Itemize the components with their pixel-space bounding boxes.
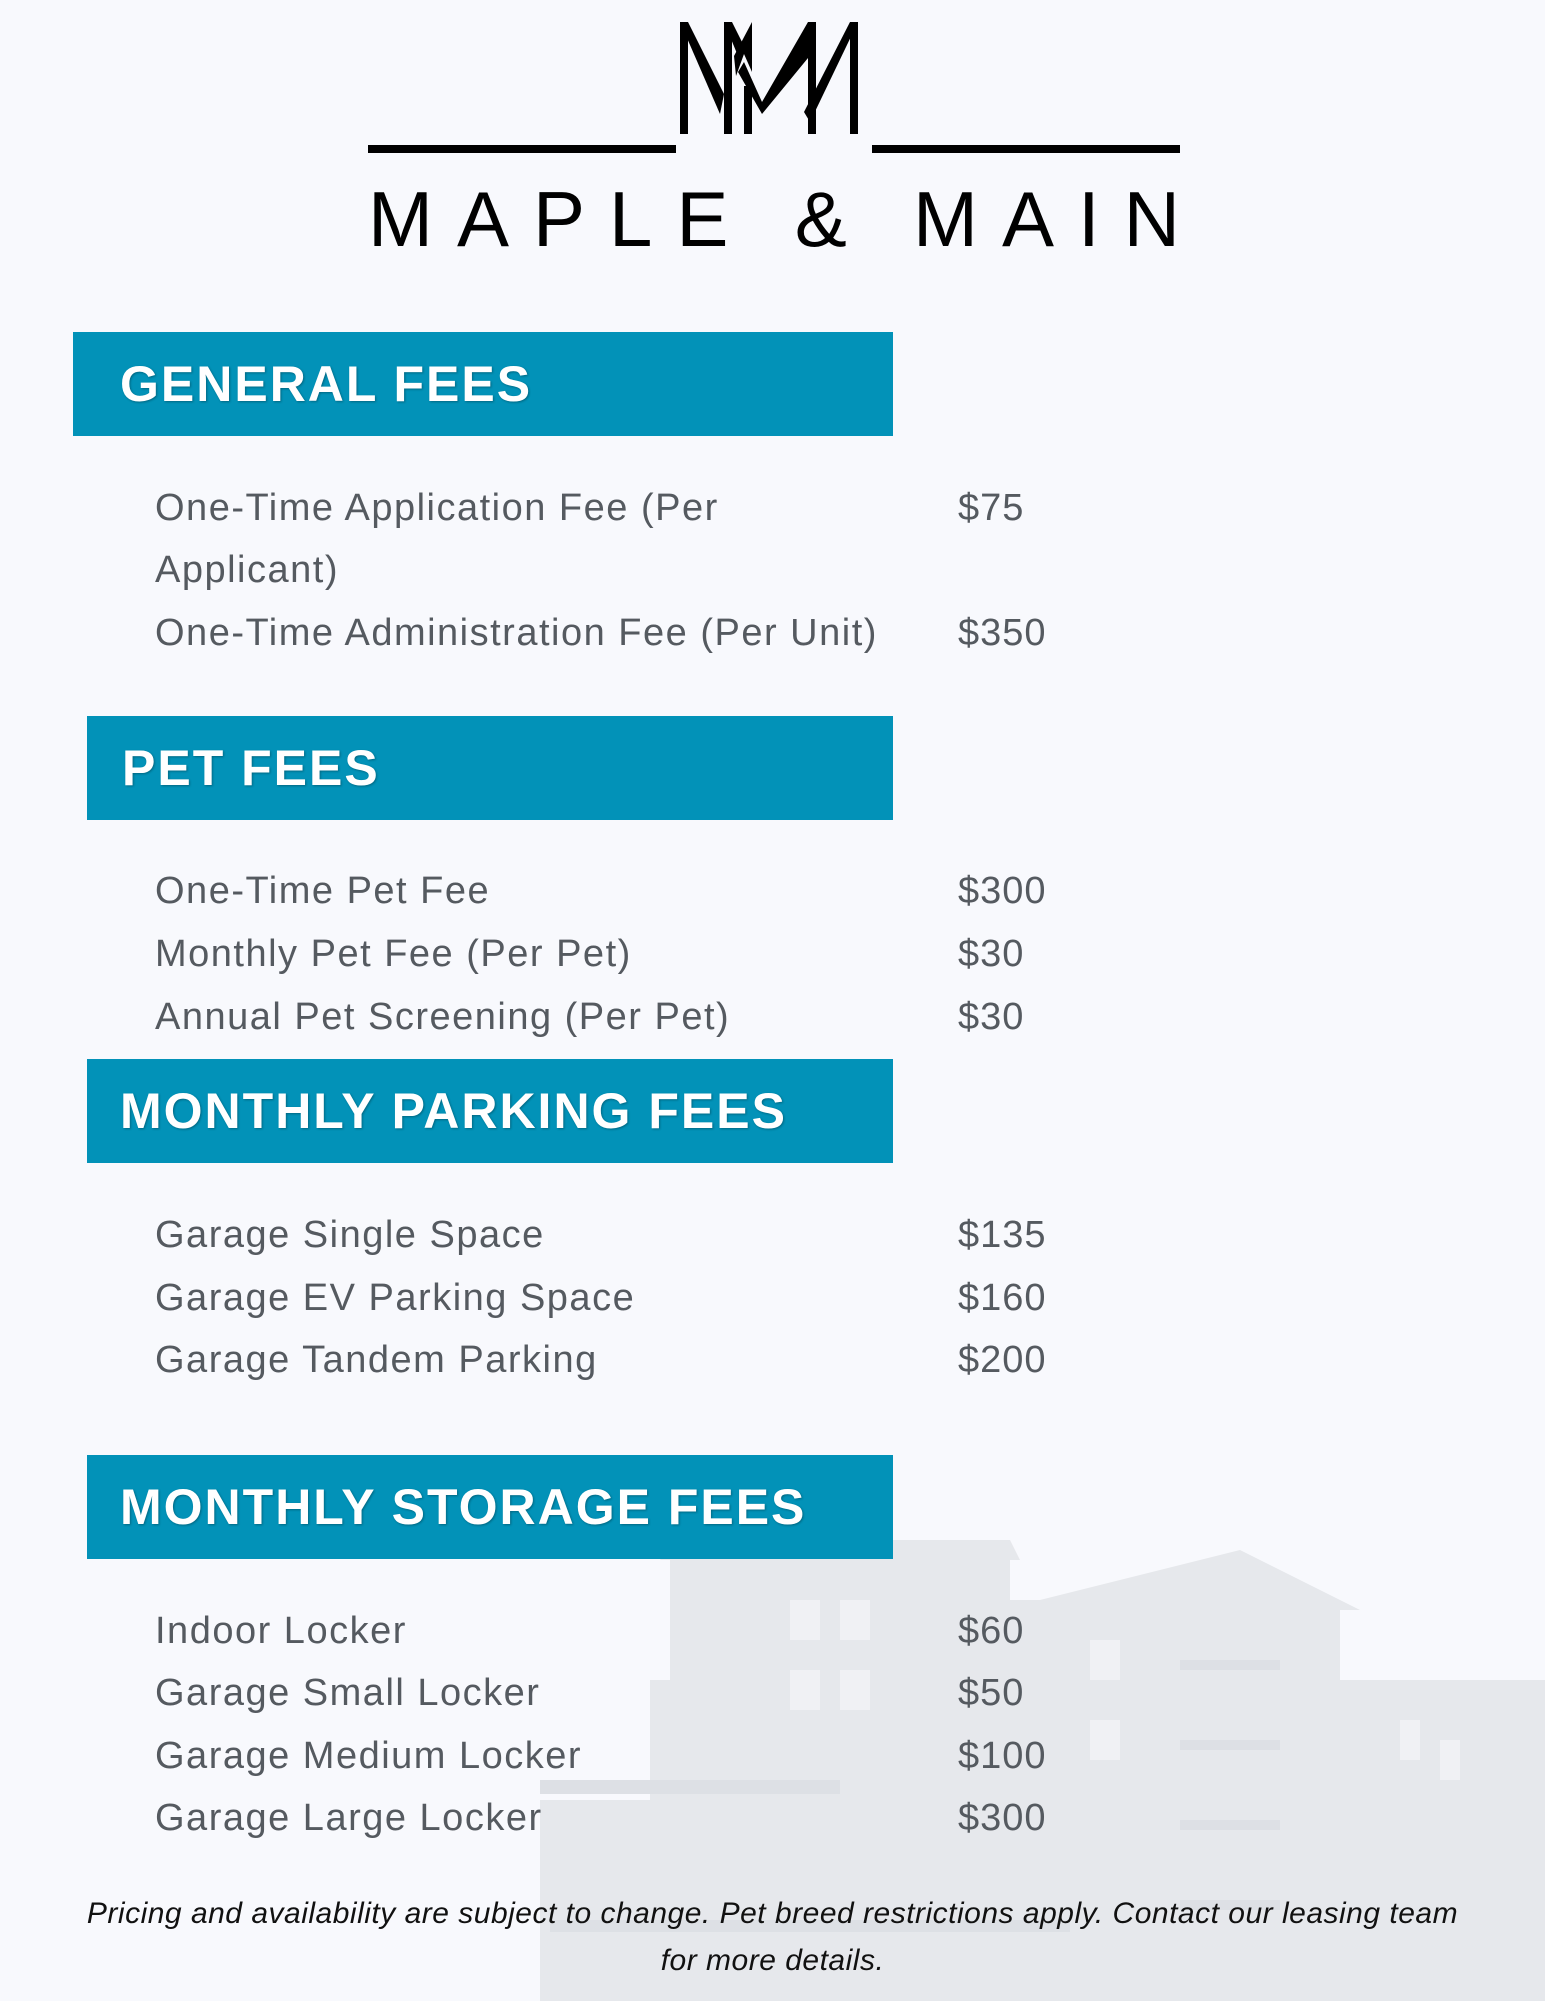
logo-rule-right xyxy=(872,145,1180,153)
fee-price: $160 xyxy=(958,1277,1047,1319)
fee-label-continued: Applicant) xyxy=(155,549,339,591)
fee-label: Garage Large Locker xyxy=(155,1797,543,1839)
fee-price: $300 xyxy=(958,1797,1047,1839)
fee-price: $50 xyxy=(958,1672,1025,1714)
fee-price: $200 xyxy=(958,1339,1047,1381)
fee-price: $100 xyxy=(958,1735,1047,1777)
fee-price: $60 xyxy=(958,1610,1025,1652)
brand-wordmark xyxy=(368,175,1204,263)
fee-label: Garage EV Parking Space xyxy=(155,1277,636,1319)
fee-label: Annual Pet Screening (Per Pet) xyxy=(155,996,731,1038)
fee-label: One-Time Application Fee (Per xyxy=(155,487,719,529)
fee-label: Indoor Locker xyxy=(155,1610,407,1652)
brand-name-right: MAIN xyxy=(913,175,1204,263)
section-header-storage-fees xyxy=(87,1455,893,1559)
fee-label: One-Time Pet Fee xyxy=(155,870,491,912)
fee-label: Garage Small Locker xyxy=(155,1672,541,1714)
mm-monogram-icon xyxy=(680,22,868,134)
fee-label: Monthly Pet Fee (Per Pet) xyxy=(155,933,632,975)
disclaimer-line: Pricing and availability are subject to change. Pet breed restrictions apply. Contact our leasing team xyxy=(86,1897,1459,1930)
section-title: MONTHLY STORAGE FEES xyxy=(120,1479,807,1535)
section-header-general-fees xyxy=(73,332,893,436)
fee-label: Garage Single Space xyxy=(155,1214,545,1256)
fee-price: $30 xyxy=(958,933,1025,975)
fee-price: $135 xyxy=(958,1214,1047,1256)
logo-rule-left xyxy=(368,145,676,153)
maple-and-main-logo xyxy=(368,20,1204,263)
brand-name-left: MAPLE xyxy=(368,175,753,263)
section-header-parking-fees xyxy=(87,1059,893,1163)
fee-label: Garage Medium Locker xyxy=(155,1735,583,1777)
fee-price: $30 xyxy=(958,996,1025,1038)
disclaimer-line: for more details. xyxy=(660,1944,885,1977)
brand-ampersand: & xyxy=(794,175,871,263)
section-header-pet-fees xyxy=(87,716,893,820)
section-title: GENERAL FEES xyxy=(120,356,533,412)
disclaimer-footer xyxy=(30,1890,1515,1984)
fee-label: One-Time Administration Fee (Per Unit) xyxy=(155,612,878,654)
section-title: MONTHLY PARKING FEES xyxy=(120,1083,787,1139)
fee-label: Garage Tandem Parking xyxy=(155,1339,598,1381)
fee-price: $300 xyxy=(958,870,1047,912)
section-title: PET FEES xyxy=(122,740,380,796)
fee-price: $350 xyxy=(958,612,1047,654)
fee-price: $75 xyxy=(958,487,1025,529)
